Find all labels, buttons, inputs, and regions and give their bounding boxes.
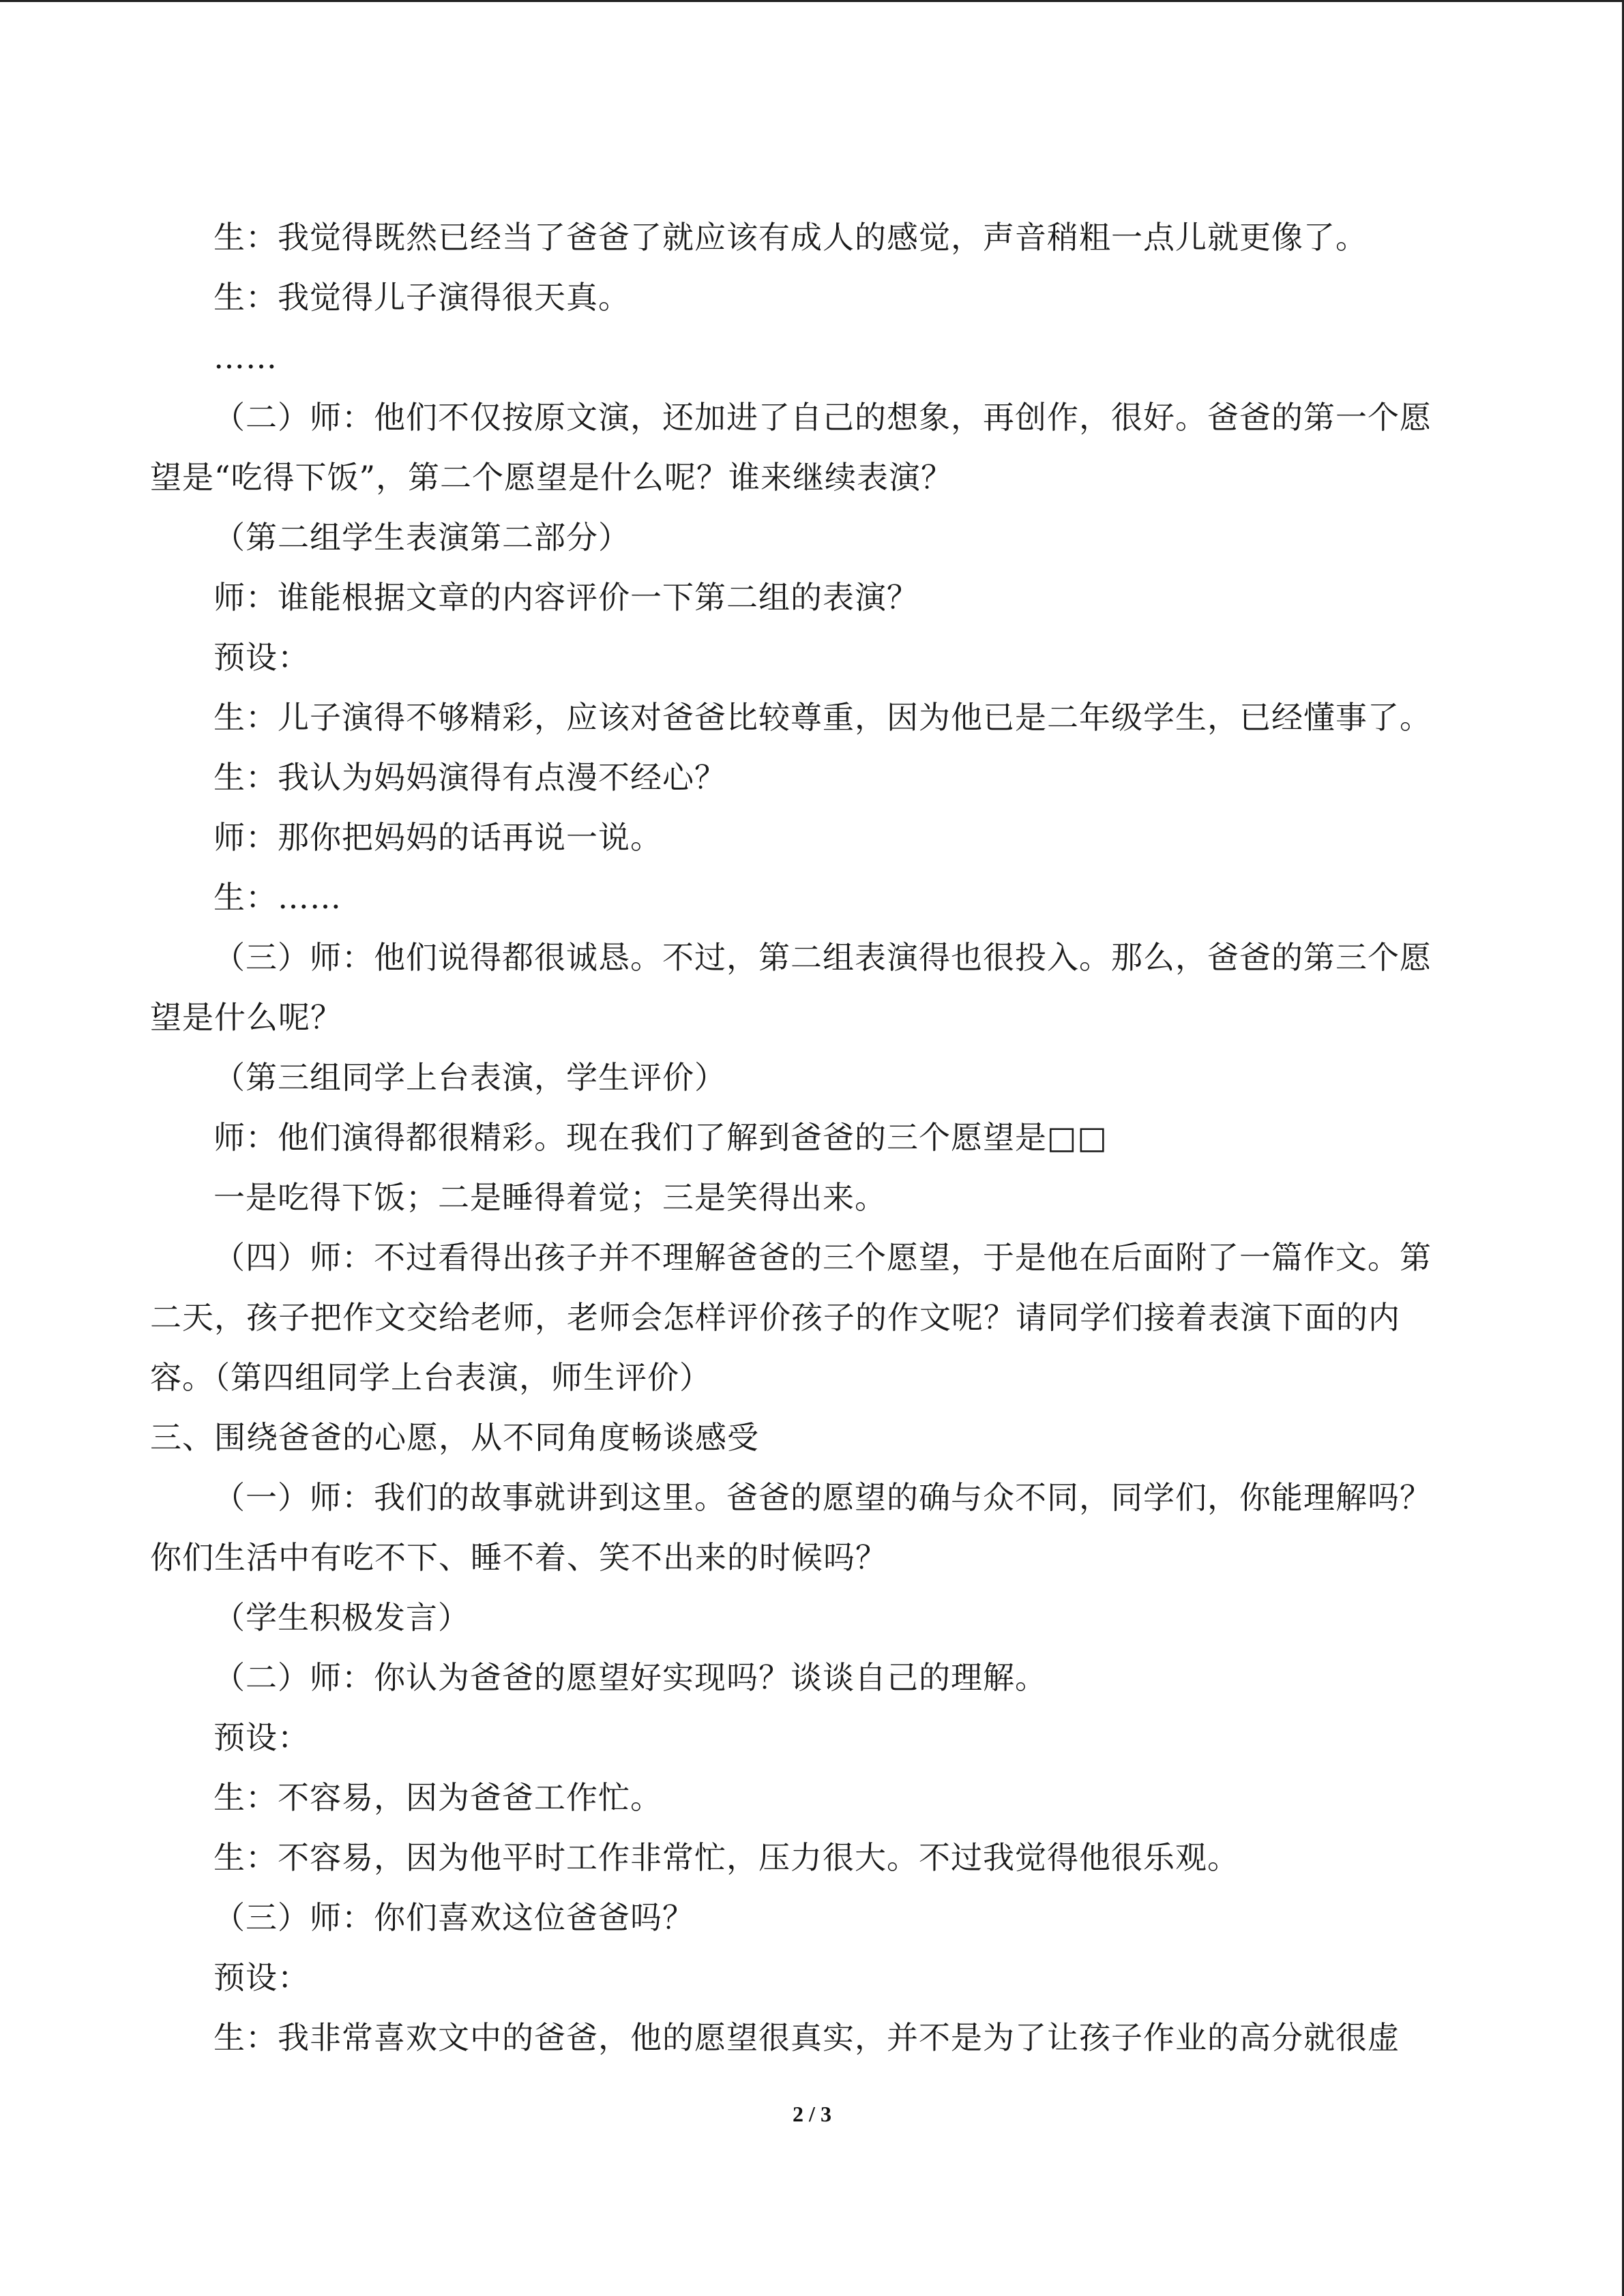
paragraph-line: 生：我觉得儿子演得很天真。 xyxy=(213,279,630,316)
paragraph-line: 二天，孩子把作文交给老师，老师会怎样评价孩子的作文呢？请同学们接着表演下面的内 xyxy=(150,1299,1400,1336)
paragraph-line: 生：我认为妈妈演得有点漫不经心？ xyxy=(213,759,726,796)
paragraph-line: 生：不容易，因为他平时工作非常忙，压力很大。不过我觉得他很乐观。 xyxy=(213,1839,1239,1876)
paragraph-line: 生：我觉得既然已经当了爸爸了就应该有成人的感觉，声音稍粗一点儿就更像了。 xyxy=(213,219,1368,256)
paragraph-line: （三）师：他们说得都很诚恳。不过，第二组表演得也很投入。那么，爸爸的第三个愿 xyxy=(213,939,1432,976)
paragraph-line: 预设： xyxy=(213,639,310,676)
paragraph-line: 一是吃得下饭；二是睡得着觉；三是笑得出来。 xyxy=(213,1179,887,1216)
paragraph-line: 师：他们演得都很精彩。现在我们了解到爸爸的三个愿望是□□ xyxy=(213,1119,1108,1156)
paragraph-line: （学生积极发言） xyxy=(213,1599,470,1636)
paragraph-line: 预设： xyxy=(213,1959,310,1996)
paragraph-line: （三）师：你们喜欢这位爸爸吗？ xyxy=(213,1899,694,1936)
paragraph-line: 你们生活中有吃不下、睡不着、笑不出来的时候吗？ xyxy=(150,1539,887,1576)
paragraph-line: （第三组同学上台表演，学生评价） xyxy=(213,1059,726,1096)
paragraph-line: 生：…… xyxy=(213,879,342,916)
paragraph-line: 预设： xyxy=(213,1719,310,1756)
page-border-top xyxy=(0,0,1624,2)
paragraph-line: 望是“吃得下饭”，第二个愿望是什么呢？谁来继续表演？ xyxy=(150,459,954,496)
page-number: 2 / 3 xyxy=(793,2102,831,2126)
paragraph-line: 师：那你把妈妈的话再说一说。 xyxy=(213,819,662,856)
paragraph-line: （一）师：我们的故事就讲到这里。爸爸的愿望的确与众不同，同学们，你能理解吗？ xyxy=(213,1479,1432,1516)
paragraph-line: 生：儿子演得不够精彩，应该对爸爸比较尊重，因为他已是二年级学生，已经懂事了。 xyxy=(213,699,1432,736)
paragraph-line: 生：不容易，因为爸爸工作忙。 xyxy=(213,1779,662,1816)
paragraph-line: 师：谁能根据文章的内容评价一下第二组的表演？ xyxy=(213,579,919,616)
paragraph-line: （二）师：他们不仅按原文演，还加进了自己的想象，再创作，很好。爸爸的第一个愿 xyxy=(213,399,1432,436)
paragraph-line: 生：我非常喜欢文中的爸爸，他的愿望很真实，并不是为了让孩子作业的高分就很虚 xyxy=(213,2019,1400,2056)
paragraph-line: （四）师：不过看得出孩子并不理解爸爸的三个愿望，于是他在后面附了一篇作文。第 xyxy=(213,1239,1432,1276)
paragraph-line: …… xyxy=(213,339,278,376)
paragraph-line: 望是什么呢？ xyxy=(150,999,342,1036)
section-heading: 三、围绕爸爸的心愿，从不同角度畅谈感受 xyxy=(150,1419,759,1456)
paragraph-line: 容。（第四组同学上台表演，师生评价） xyxy=(150,1359,711,1396)
document-body xyxy=(150,207,1463,2068)
paragraph-line: （二）师：你认为爸爸的愿望好实现吗？谈谈自己的理解。 xyxy=(213,1659,1047,1696)
paragraph-line: （第二组学生表演第二部分） xyxy=(213,519,630,556)
